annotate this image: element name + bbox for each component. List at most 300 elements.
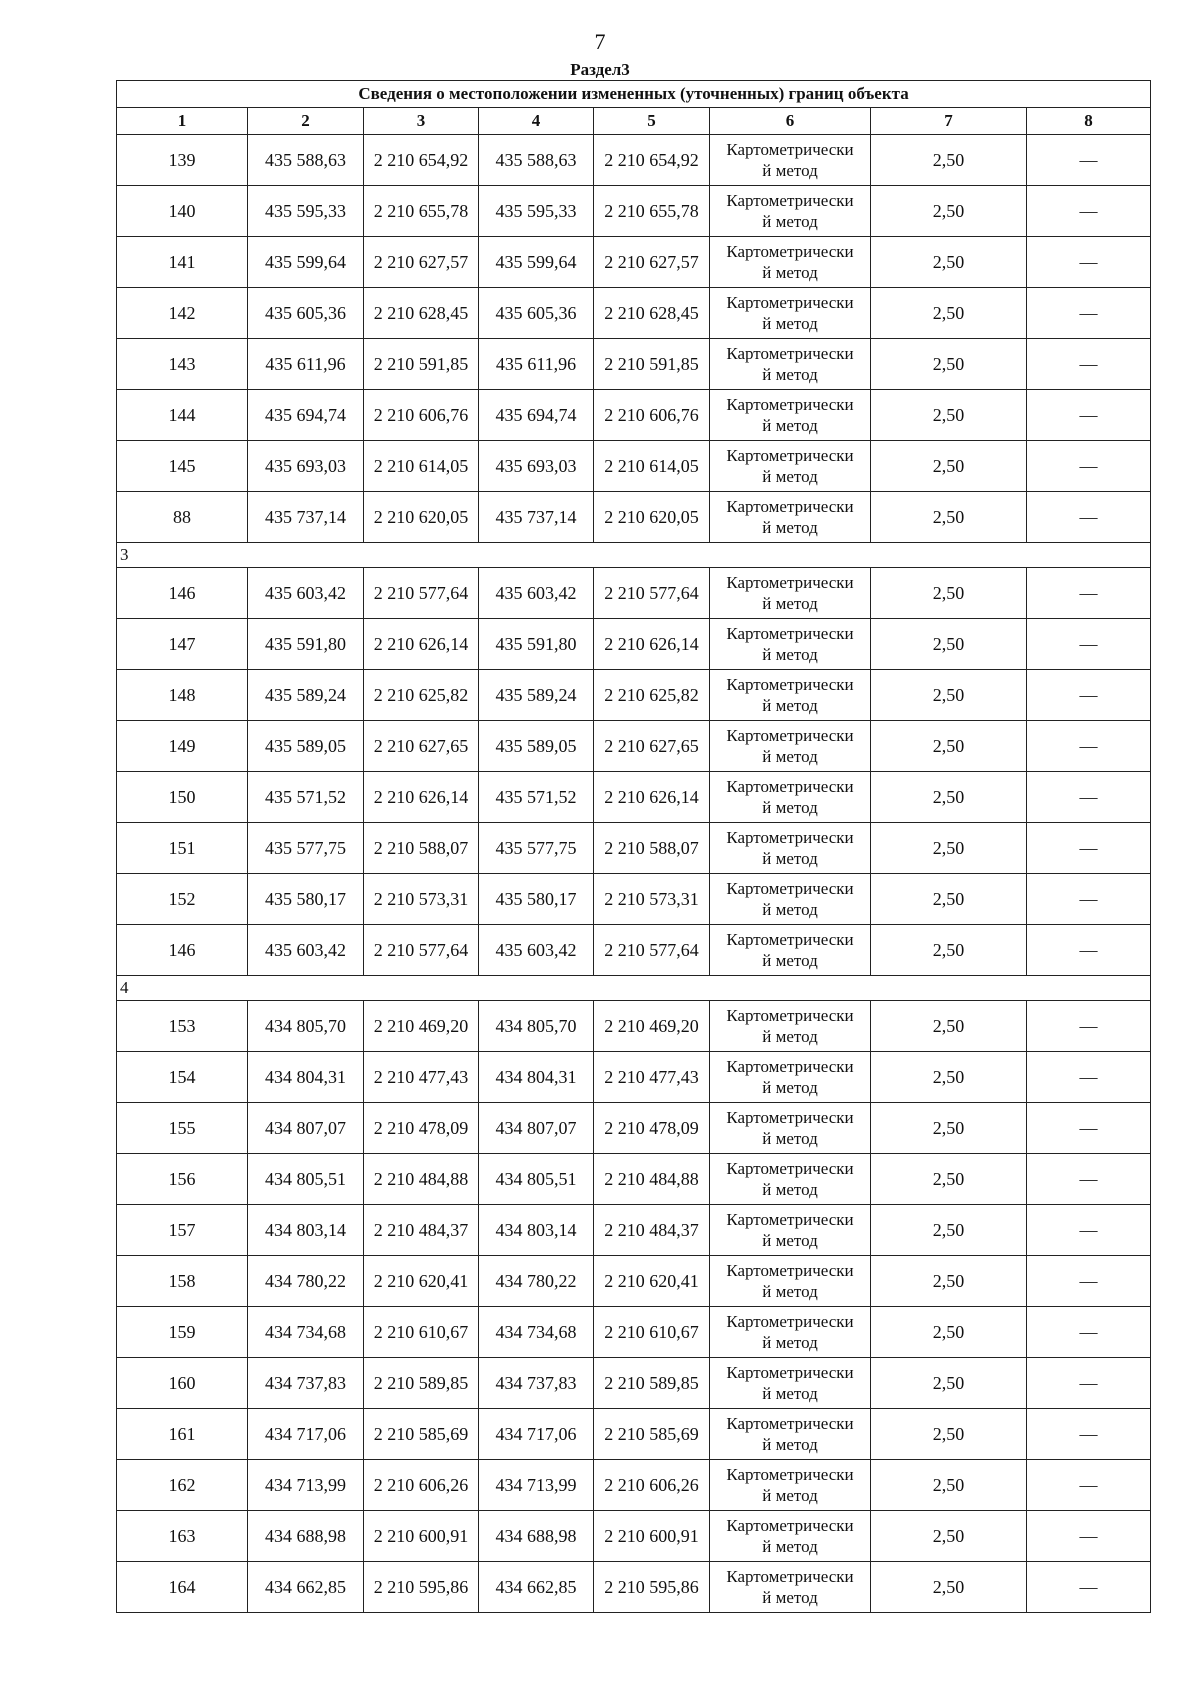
accuracy-value: 2,50 (871, 1052, 1027, 1103)
x-coordinate: 435 571,52 (479, 772, 594, 823)
column-header-row (117, 108, 1151, 135)
column-header: 2 (248, 108, 364, 135)
y-coordinate: 2 210 610,67 (594, 1307, 710, 1358)
method-text: Картометрически (726, 879, 854, 898)
table-row (117, 772, 1151, 823)
x-coordinate: 435 603,42 (479, 568, 594, 619)
x-coordinate: 434 734,68 (479, 1307, 594, 1358)
x-coordinate: 435 591,80 (248, 619, 364, 670)
x-coordinate: 435 591,80 (479, 619, 594, 670)
method-text: й метод (762, 1435, 818, 1454)
method-cell (710, 1307, 871, 1358)
y-coordinate: 2 210 477,43 (594, 1052, 710, 1103)
y-coordinate: 2 210 627,65 (594, 721, 710, 772)
x-coordinate: 434 717,06 (248, 1409, 364, 1460)
x-coordinate: 435 605,36 (248, 288, 364, 339)
method-text: Картометрически (726, 1261, 854, 1280)
x-coordinate: 434 734,68 (248, 1307, 364, 1358)
point-number: 146 (117, 925, 248, 976)
method-cell (710, 772, 871, 823)
table-row (117, 721, 1151, 772)
accuracy-value: 2,50 (871, 1562, 1027, 1613)
table-row (117, 1307, 1151, 1358)
accuracy-value: 2,50 (871, 1307, 1027, 1358)
y-coordinate: 2 210 620,05 (364, 492, 479, 543)
dash-cell: — (1027, 1205, 1151, 1256)
method-text: й метод (762, 1486, 818, 1505)
table-row (117, 186, 1151, 237)
x-coordinate: 434 688,98 (479, 1511, 594, 1562)
method-text: й метод (762, 416, 818, 435)
dash-cell: — (1027, 1307, 1151, 1358)
table-row (117, 1001, 1151, 1052)
point-number: 155 (117, 1103, 248, 1154)
point-number: 144 (117, 390, 248, 441)
method-text: Картометрически (726, 1312, 854, 1331)
x-coordinate: 435 577,75 (248, 823, 364, 874)
method-text: й метод (762, 1129, 818, 1148)
point-number: 140 (117, 186, 248, 237)
method-cell (710, 1256, 871, 1307)
method-text: Картометрически (726, 293, 854, 312)
method-cell (710, 1358, 871, 1409)
accuracy-value: 2,50 (871, 339, 1027, 390)
method-text: й метод (762, 1282, 818, 1301)
method-text: Картометрически (726, 1159, 854, 1178)
y-coordinate: 2 210 614,05 (594, 441, 710, 492)
method-cell (710, 823, 871, 874)
accuracy-value: 2,50 (871, 568, 1027, 619)
y-coordinate: 2 210 469,20 (364, 1001, 479, 1052)
y-coordinate: 2 210 573,31 (364, 874, 479, 925)
x-coordinate: 435 603,42 (248, 925, 364, 976)
y-coordinate: 2 210 610,67 (364, 1307, 479, 1358)
method-text: й метод (762, 1078, 818, 1097)
point-number: 152 (117, 874, 248, 925)
dash-cell: — (1027, 619, 1151, 670)
table-row (117, 568, 1151, 619)
x-coordinate: 435 694,74 (248, 390, 364, 441)
table-row (117, 1511, 1151, 1562)
x-coordinate: 434 804,31 (248, 1052, 364, 1103)
x-coordinate: 434 805,51 (479, 1154, 594, 1205)
column-header: 5 (594, 108, 710, 135)
method-cell (710, 1409, 871, 1460)
method-cell (710, 492, 871, 543)
table-row (117, 925, 1151, 976)
accuracy-value: 2,50 (871, 1001, 1027, 1052)
y-coordinate: 2 210 655,78 (594, 186, 710, 237)
y-coordinate: 2 210 606,26 (594, 1460, 710, 1511)
method-text: й метод (762, 1180, 818, 1199)
x-coordinate: 434 805,70 (479, 1001, 594, 1052)
x-coordinate: 435 589,05 (479, 721, 594, 772)
y-coordinate: 2 210 589,85 (594, 1358, 710, 1409)
x-coordinate: 435 693,03 (479, 441, 594, 492)
method-cell (710, 670, 871, 721)
accuracy-value: 2,50 (871, 288, 1027, 339)
table-row (117, 1460, 1151, 1511)
y-coordinate: 2 210 477,43 (364, 1052, 479, 1103)
dash-cell: — (1027, 135, 1151, 186)
method-text: Картометрически (726, 497, 854, 516)
x-coordinate: 435 603,42 (248, 568, 364, 619)
method-text: й метод (762, 1384, 818, 1403)
dash-cell: — (1027, 390, 1151, 441)
point-number: 148 (117, 670, 248, 721)
method-text: й метод (762, 1027, 818, 1046)
point-number: 88 (117, 492, 248, 543)
accuracy-value: 2,50 (871, 441, 1027, 492)
x-coordinate: 435 588,63 (248, 135, 364, 186)
dash-cell: — (1027, 823, 1151, 874)
dash-cell: — (1027, 721, 1151, 772)
point-number: 160 (117, 1358, 248, 1409)
x-coordinate: 434 713,99 (479, 1460, 594, 1511)
method-text: Картометрически (726, 1108, 854, 1127)
accuracy-value: 2,50 (871, 670, 1027, 721)
table-row (117, 1103, 1151, 1154)
point-number: 146 (117, 568, 248, 619)
dash-cell: — (1027, 1562, 1151, 1613)
x-coordinate: 435 693,03 (248, 441, 364, 492)
point-number: 149 (117, 721, 248, 772)
x-coordinate: 434 737,83 (248, 1358, 364, 1409)
dash-cell: — (1027, 925, 1151, 976)
y-coordinate: 2 210 620,05 (594, 492, 710, 543)
method-cell (710, 568, 871, 619)
x-coordinate: 434 780,22 (248, 1256, 364, 1307)
y-coordinate: 2 210 484,88 (594, 1154, 710, 1205)
x-coordinate: 434 737,83 (479, 1358, 594, 1409)
table-body (117, 135, 1151, 1613)
y-coordinate: 2 210 469,20 (594, 1001, 710, 1052)
y-coordinate: 2 210 577,64 (594, 568, 710, 619)
point-number: 142 (117, 288, 248, 339)
table-caption: Сведения о местоположении измененных (уточненных) границ объекта (117, 81, 1151, 108)
dash-cell: — (1027, 568, 1151, 619)
method-text: й метод (762, 1333, 818, 1352)
accuracy-value: 2,50 (871, 925, 1027, 976)
accuracy-value: 2,50 (871, 237, 1027, 288)
point-number: 147 (117, 619, 248, 670)
table-row (117, 135, 1151, 186)
method-text: й метод (762, 518, 818, 537)
method-text: й метод (762, 594, 818, 613)
method-text: Картометрически (726, 1516, 854, 1535)
method-cell (710, 339, 871, 390)
dash-cell: — (1027, 1154, 1151, 1205)
table-row (117, 441, 1151, 492)
y-coordinate: 2 210 484,37 (594, 1205, 710, 1256)
accuracy-value: 2,50 (871, 1460, 1027, 1511)
point-number: 141 (117, 237, 248, 288)
accuracy-value: 2,50 (871, 874, 1027, 925)
table-row (117, 1052, 1151, 1103)
accuracy-value: 2,50 (871, 1511, 1027, 1562)
y-coordinate: 2 210 626,14 (594, 772, 710, 823)
method-text: й метод (762, 314, 818, 333)
y-coordinate: 2 210 591,85 (364, 339, 479, 390)
x-coordinate: 435 589,24 (248, 670, 364, 721)
contour-number: 3 (117, 543, 1151, 568)
section-title: Раздел3 (570, 60, 630, 79)
point-number: 159 (117, 1307, 248, 1358)
contour-group-row (117, 976, 1151, 1001)
accuracy-value: 2,50 (871, 1358, 1027, 1409)
y-coordinate: 2 210 627,65 (364, 721, 479, 772)
y-coordinate: 2 210 627,57 (594, 237, 710, 288)
y-coordinate: 2 210 606,76 (594, 390, 710, 441)
method-cell (710, 1154, 871, 1205)
method-text: й метод (762, 747, 818, 766)
method-text: й метод (762, 1588, 818, 1607)
method-text: Картометрически (726, 1465, 854, 1484)
y-coordinate: 2 210 600,91 (594, 1511, 710, 1562)
point-number: 150 (117, 772, 248, 823)
contour-number: 4 (117, 976, 1151, 1001)
method-text: Картометрически (726, 140, 854, 159)
y-coordinate: 2 210 478,09 (594, 1103, 710, 1154)
column-header: 3 (364, 108, 479, 135)
column-header: 6 (710, 108, 871, 135)
table-row (117, 1409, 1151, 1460)
method-cell (710, 874, 871, 925)
table-row (117, 670, 1151, 721)
table-row (117, 619, 1151, 670)
y-coordinate: 2 210 589,85 (364, 1358, 479, 1409)
method-text: й метод (762, 849, 818, 868)
y-coordinate: 2 210 655,78 (364, 186, 479, 237)
dash-cell: — (1027, 237, 1151, 288)
dash-cell: — (1027, 1460, 1151, 1511)
x-coordinate: 434 807,07 (248, 1103, 364, 1154)
table-row (117, 1256, 1151, 1307)
y-coordinate: 2 210 577,64 (364, 568, 479, 619)
method-text: Картометрически (726, 828, 854, 847)
x-coordinate: 435 605,36 (479, 288, 594, 339)
y-coordinate: 2 210 573,31 (594, 874, 710, 925)
dash-cell: — (1027, 772, 1151, 823)
x-coordinate: 435 589,24 (479, 670, 594, 721)
x-coordinate: 434 662,85 (248, 1562, 364, 1613)
table-row (117, 237, 1151, 288)
point-number: 145 (117, 441, 248, 492)
column-header: 8 (1027, 108, 1151, 135)
x-coordinate: 434 780,22 (479, 1256, 594, 1307)
y-coordinate: 2 210 620,41 (364, 1256, 479, 1307)
table-row (117, 1562, 1151, 1613)
method-text: Картометрически (726, 930, 854, 949)
dash-cell: — (1027, 441, 1151, 492)
method-cell (710, 721, 871, 772)
accuracy-value: 2,50 (871, 1103, 1027, 1154)
y-coordinate: 2 210 654,92 (594, 135, 710, 186)
point-number: 154 (117, 1052, 248, 1103)
y-coordinate: 2 210 628,45 (364, 288, 479, 339)
x-coordinate: 435 571,52 (248, 772, 364, 823)
x-coordinate: 435 577,75 (479, 823, 594, 874)
dash-cell: — (1027, 288, 1151, 339)
method-text: й метод (762, 951, 818, 970)
method-text: Картометрически (726, 1567, 854, 1586)
method-cell (710, 441, 871, 492)
y-coordinate: 2 210 588,07 (594, 823, 710, 874)
y-coordinate: 2 210 627,57 (364, 237, 479, 288)
method-text: й метод (762, 212, 818, 231)
accuracy-value: 2,50 (871, 721, 1027, 772)
x-coordinate: 435 737,14 (479, 492, 594, 543)
x-coordinate: 434 717,06 (479, 1409, 594, 1460)
x-coordinate: 434 804,31 (479, 1052, 594, 1103)
x-coordinate: 434 803,14 (479, 1205, 594, 1256)
dash-cell: — (1027, 1511, 1151, 1562)
y-coordinate: 2 210 591,85 (594, 339, 710, 390)
accuracy-value: 2,50 (871, 823, 1027, 874)
method-text: Картометрически (726, 1006, 854, 1025)
accuracy-value: 2,50 (871, 390, 1027, 441)
method-text: Картометрически (726, 624, 854, 643)
x-coordinate: 435 694,74 (479, 390, 594, 441)
accuracy-value: 2,50 (871, 1256, 1027, 1307)
table-row (117, 339, 1151, 390)
x-coordinate: 435 603,42 (479, 925, 594, 976)
accuracy-value: 2,50 (871, 1205, 1027, 1256)
coordinates-table (116, 80, 1151, 1613)
page-number: 7 (594, 29, 606, 54)
y-coordinate: 2 210 478,09 (364, 1103, 479, 1154)
x-coordinate: 435 588,63 (479, 135, 594, 186)
method-cell (710, 1460, 871, 1511)
point-number: 162 (117, 1460, 248, 1511)
y-coordinate: 2 210 585,69 (364, 1409, 479, 1460)
method-cell (710, 1511, 871, 1562)
accuracy-value: 2,50 (871, 1409, 1027, 1460)
x-coordinate: 434 713,99 (248, 1460, 364, 1511)
point-number: 153 (117, 1001, 248, 1052)
method-text: й метод (762, 798, 818, 817)
method-text: й метод (762, 365, 818, 384)
dash-cell: — (1027, 1052, 1151, 1103)
point-number: 158 (117, 1256, 248, 1307)
y-coordinate: 2 210 595,86 (364, 1562, 479, 1613)
point-number: 151 (117, 823, 248, 874)
table-row (117, 1205, 1151, 1256)
table-row (117, 1358, 1151, 1409)
x-coordinate: 434 688,98 (248, 1511, 364, 1562)
x-coordinate: 435 599,64 (479, 237, 594, 288)
table-row (117, 874, 1151, 925)
table-row (117, 288, 1151, 339)
x-coordinate: 435 595,33 (479, 186, 594, 237)
method-cell (710, 1562, 871, 1613)
table-row (117, 492, 1151, 543)
method-text: й метод (762, 1537, 818, 1556)
point-number: 139 (117, 135, 248, 186)
method-text: й метод (762, 161, 818, 180)
y-coordinate: 2 210 620,41 (594, 1256, 710, 1307)
accuracy-value: 2,50 (871, 1154, 1027, 1205)
method-text: Картометрически (726, 675, 854, 694)
column-header: 4 (479, 108, 594, 135)
x-coordinate: 435 595,33 (248, 186, 364, 237)
method-cell (710, 135, 871, 186)
dash-cell: — (1027, 670, 1151, 721)
y-coordinate: 2 210 614,05 (364, 441, 479, 492)
method-text: й метод (762, 696, 818, 715)
x-coordinate: 434 805,51 (248, 1154, 364, 1205)
method-cell (710, 1052, 871, 1103)
y-coordinate: 2 210 577,64 (594, 925, 710, 976)
method-cell (710, 619, 871, 670)
x-coordinate: 434 805,70 (248, 1001, 364, 1052)
y-coordinate: 2 210 577,64 (364, 925, 479, 976)
y-coordinate: 2 210 625,82 (594, 670, 710, 721)
method-cell (710, 925, 871, 976)
method-text: Картометрически (726, 573, 854, 592)
method-text: Картометрически (726, 446, 854, 465)
y-coordinate: 2 210 484,37 (364, 1205, 479, 1256)
x-coordinate: 435 580,17 (248, 874, 364, 925)
y-coordinate: 2 210 595,86 (594, 1562, 710, 1613)
column-header: 7 (871, 108, 1027, 135)
dash-cell: — (1027, 1001, 1151, 1052)
method-cell (710, 237, 871, 288)
x-coordinate: 435 611,96 (479, 339, 594, 390)
dash-cell: — (1027, 1103, 1151, 1154)
y-coordinate: 2 210 484,88 (364, 1154, 479, 1205)
y-coordinate: 2 210 585,69 (594, 1409, 710, 1460)
method-text: Картометрически (726, 1414, 854, 1433)
x-coordinate: 434 803,14 (248, 1205, 364, 1256)
method-text: Картометрически (726, 395, 854, 414)
method-cell (710, 186, 871, 237)
dash-cell: — (1027, 1358, 1151, 1409)
dash-cell: — (1027, 874, 1151, 925)
y-coordinate: 2 210 654,92 (364, 135, 479, 186)
table-row (117, 1154, 1151, 1205)
point-number: 164 (117, 1562, 248, 1613)
method-cell (710, 390, 871, 441)
point-number: 157 (117, 1205, 248, 1256)
y-coordinate: 2 210 606,26 (364, 1460, 479, 1511)
method-text: й метод (762, 263, 818, 282)
method-text: Картометрически (726, 777, 854, 796)
accuracy-value: 2,50 (871, 186, 1027, 237)
x-coordinate: 435 611,96 (248, 339, 364, 390)
x-coordinate: 435 737,14 (248, 492, 364, 543)
accuracy-value: 2,50 (871, 619, 1027, 670)
accuracy-value: 2,50 (871, 135, 1027, 186)
method-text: Картометрически (726, 1363, 854, 1382)
accuracy-value: 2,50 (871, 492, 1027, 543)
method-text: Картометрически (726, 191, 854, 210)
method-text: Картометрически (726, 726, 854, 745)
method-cell (710, 1103, 871, 1154)
method-text: Картометрически (726, 1210, 854, 1229)
method-cell (710, 1205, 871, 1256)
dash-cell: — (1027, 1256, 1151, 1307)
dash-cell: — (1027, 186, 1151, 237)
point-number: 156 (117, 1154, 248, 1205)
point-number: 161 (117, 1409, 248, 1460)
method-cell (710, 288, 871, 339)
method-text: Картометрически (726, 1057, 854, 1076)
y-coordinate: 2 210 628,45 (594, 288, 710, 339)
x-coordinate: 435 589,05 (248, 721, 364, 772)
y-coordinate: 2 210 625,82 (364, 670, 479, 721)
point-number: 163 (117, 1511, 248, 1562)
